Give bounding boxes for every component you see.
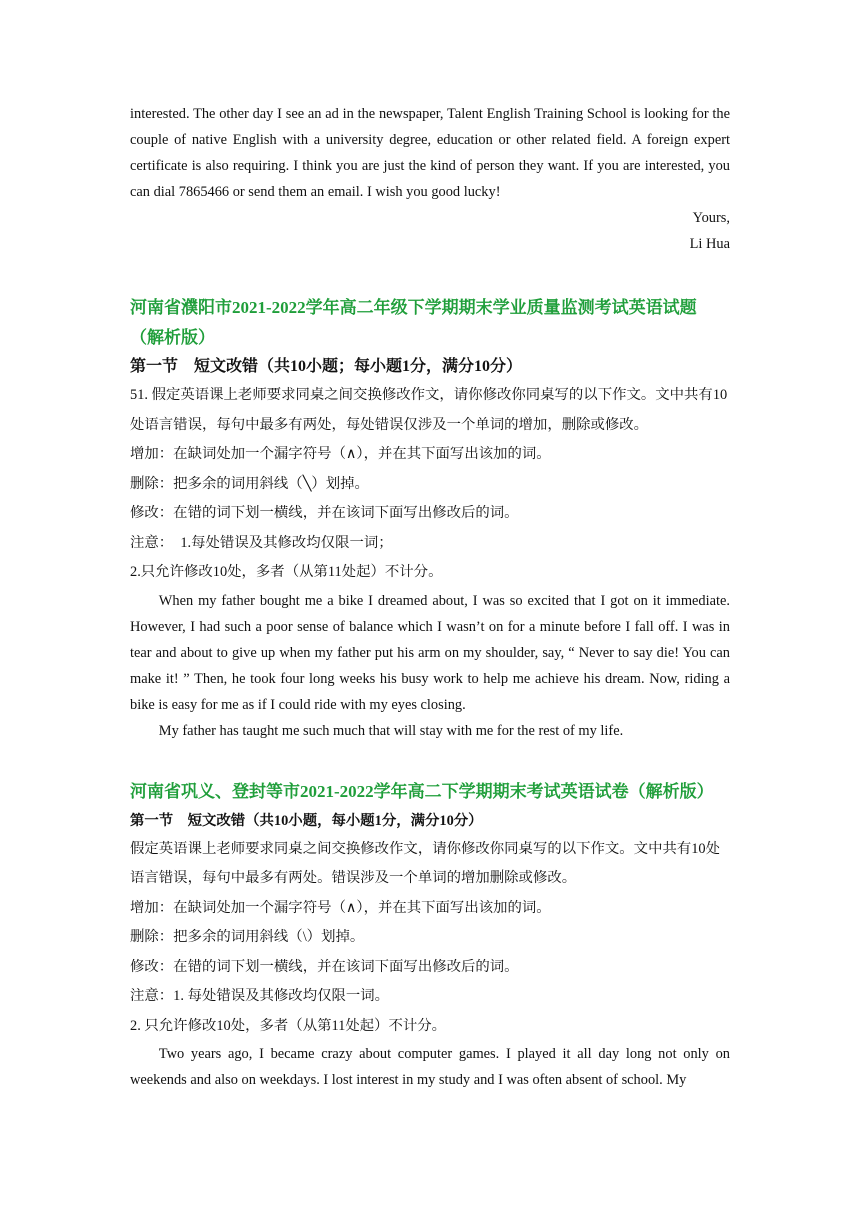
section-heading: 第一节 短文改错（共10小题，每小题1分，满分10分） — [130, 812, 483, 829]
letter-body: interested. The other day I see an ad in the newspaper, Talent English Training School is looking for the couple of native English with a university degree, education or other related field. A foreign expert certificate is also requiring. I think you are just the kind of person they want. If you are interested, you can dial 7865466 or send them an email. I wish you good lucky! — [130, 106, 730, 200]
instruction-delete: 删除：把多余的词用斜线（╲）划掉。 — [130, 475, 369, 492]
letter-closing: Yours, — [692, 210, 730, 226]
essay-paragraph: My father has taught me such much that will stay with me for the rest of my life. — [158, 722, 624, 739]
section-spacer — [130, 257, 730, 293]
essay-paragraph: When my father bought me a bike I dreamed about, I was so excited that I got on it immediate. However, I had such a poor sense of balance which I wasn’t on for a minute before I fall off. I was in tear and about to give up when my father put his arm on my shoulder, say, “ Never to say die! You can make it! ” Then, he took four long weeks his busy work to help me achieve his dream. Now, riding a bike is easy for me as if I could ride with my eyes closing. — [130, 592, 730, 713]
instruction-delete: 删除：把多余的词用斜线（\）划掉。 — [130, 929, 365, 945]
note-2: 2. 只允许修改10处，多者（从第11处起）不计分。 — [130, 1017, 447, 1034]
question-instruction: 51. 假定英语课上老师要求同桌之间交换修改作文，请你修改你同桌写的以下作文。文中共有10处语言错误，每句中最多有两处，每处错误仅涉及一个单词的增加，删除或修改。 — [130, 387, 728, 433]
question-instruction: 假定英语课上老师要求同桌之间交换修改作文，请你修改你同桌写的以下作文。文中共有10处语言错误，每句中最多有两处。错误涉及一个单词的增加删除或修改。 — [130, 840, 721, 886]
exam-title-puyang: 河南省濮阳市2021-2022学年高二年级下学期期末学业质量监测考试英语试题（解析版） — [130, 298, 697, 347]
note-2: 2.只允许修改10处，多者（从第11处起）不计分。 — [130, 564, 443, 580]
essay-paragraph: Two years ago, I became crazy about computer games. I played it all day long not only on weekends and also on weekdays. I lost interest in my study and I was often absent of school. My — [130, 1046, 730, 1088]
note-1: 注意： 1.每处错误及其修改均仅限一词； — [130, 534, 393, 551]
instruction-add: 增加：在缺词处加一个漏字符号（∧），并在其下面写出该加的词。 — [130, 446, 551, 462]
letter-signature: Li Hua — [689, 236, 730, 252]
exam-title-gongyi: 河南省巩义、登封等市2021-2022学年高二下学期期末考试英语试卷（解析版） — [130, 781, 714, 801]
section-spacer — [130, 744, 730, 777]
note-1: 注意：1. 每处错误及其修改均仅限一词。 — [130, 988, 390, 1004]
document-page — [130, 101, 730, 1093]
section-heading: 第一节 短文改错（共10小题；每小题1分，满分10分） — [130, 358, 523, 375]
instruction-modify: 修改：在错的词下划一横线，并在该词下面写出修改后的词。 — [130, 958, 519, 975]
instruction-modify: 修改：在错的词下划一横线，并在该词下面写出修改后的词。 — [130, 505, 519, 521]
instruction-add: 增加：在缺词处加一个漏字符号（∧），并在其下面写出该加的词。 — [130, 899, 551, 916]
